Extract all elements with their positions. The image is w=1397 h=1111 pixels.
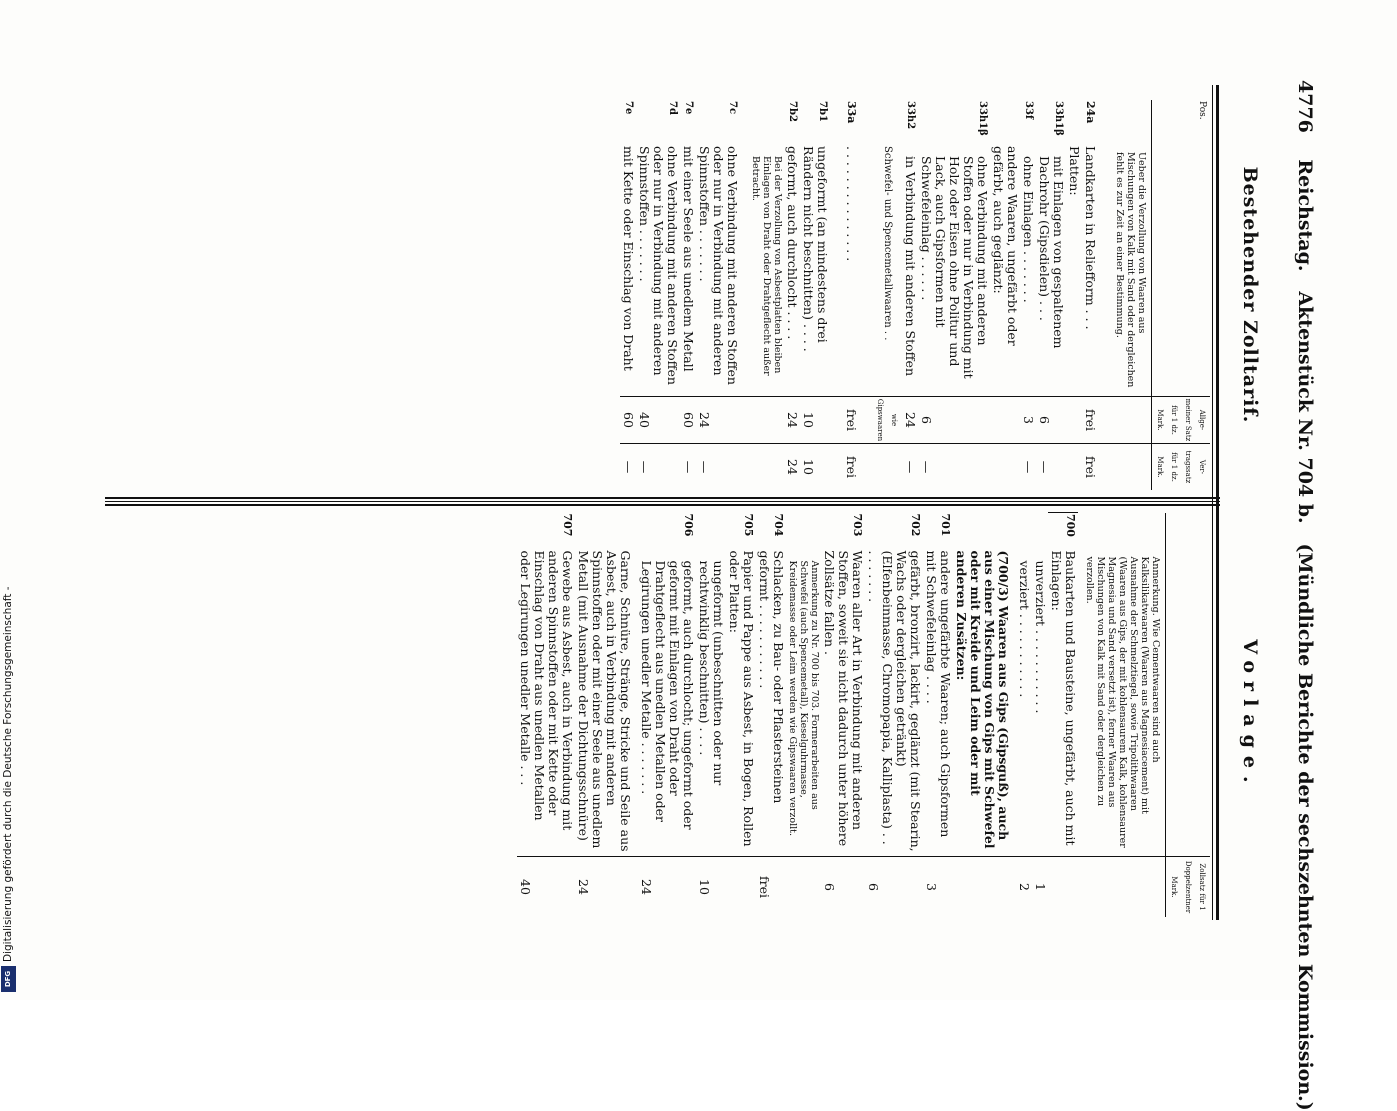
text-cell: gefärbt, bronzirt, lackirt, geglänzt (mit Stearin, Wachs oder dergleichen getränkt) (Elfenbeinmasse, Chromopapia, Kalliplasta) . . . . . . . . . (866, 550, 923, 852)
table-row (575, 513, 638, 918)
text-cell: (700/3) Waaren aus Gips (Gipsguß), auch aus einer Mischung von Gips mit Schwefel oder mit Kreide und Leim oder mit anderen Zusätzen: (954, 550, 1011, 849)
pos-cell: 33f (1023, 101, 1034, 120)
center-divider-thin (105, 501, 1220, 502)
general-cell: 6 (1036, 397, 1066, 444)
text-cell: Bei der Verzollung von Asbestplatten bleiben Einlagen von Draht oder Drahtgeflecht außer Betracht. (750, 156, 783, 376)
num-cell (696, 513, 726, 547)
right-tariff-table (517, 512, 1210, 917)
table-row (1066, 100, 1082, 490)
table-row (1020, 100, 1036, 490)
table-row (784, 100, 800, 490)
right-col-rate: Zollsatz für 1 Doppelzentner Mark. (1166, 857, 1211, 918)
num-cell (1016, 513, 1032, 547)
contract-cell: — (696, 444, 749, 491)
right-section-rotated (110, 512, 1210, 917)
page-layout (20, 0, 1397, 1111)
num-cell: 702 (909, 513, 922, 537)
page-number-label: 4776 (1294, 80, 1316, 133)
num-cell: 700 (1048, 513, 1078, 547)
rate-cell: 3 (923, 857, 953, 918)
pos-cell: 7c (727, 101, 738, 115)
pos-cell (1066, 100, 1082, 142)
contract-cell: — (636, 444, 680, 491)
general-cell: 24 (696, 397, 749, 444)
text-cell: Anmerkung zu Nr. 700 bis 703. Formerarbeiten aus Schwefel (auch Spencemetall), Kieselguhrmasse, Kreidemasse oder Leim werden wie Gipswaaren verzollt. (787, 560, 820, 837)
num-cell (786, 513, 821, 547)
num-cell (575, 513, 638, 547)
left-tariff-rows (620, 100, 1152, 490)
table-row (638, 513, 696, 918)
table-row (872, 100, 902, 490)
text-cell: mit Kette oder Einschlag von Draht (621, 146, 636, 371)
header-strip (1290, 80, 1320, 1111)
general-cell: 60 (680, 397, 696, 444)
general-cell: 10 (800, 397, 843, 444)
left-section-body (110, 100, 1210, 490)
pos-cell: 7b2 (787, 101, 798, 122)
text-cell: mit Einlagen von gespaltenem Dachrohr (Gipsdielen) . . . (1037, 156, 1066, 349)
table-row (918, 100, 990, 490)
contract-cell: — (1020, 444, 1036, 491)
table-row (517, 513, 575, 918)
general-cell: 6 (918, 397, 990, 444)
pos-cell: 7b1 (817, 101, 828, 122)
text-cell: andere ungefärbte Waaren; auch Gipsformen mit Schwefeleinlag . . . . (924, 550, 953, 838)
table-row (696, 100, 749, 490)
table-row (696, 513, 726, 918)
rate-cell: frei (756, 857, 786, 918)
rate-cell: 24 (575, 857, 638, 918)
pos-cell (990, 100, 1020, 142)
num-cell: 703 (851, 513, 864, 537)
general-cell: 3 (1020, 397, 1036, 444)
header-text (1290, 80, 1320, 1111)
table-row (800, 100, 843, 490)
contract-cell: frei (1082, 444, 1098, 491)
table-row (990, 100, 1020, 490)
text-cell: verziert . . . . . . . . . . . (1017, 560, 1032, 698)
text-cell: ohne Verbindung mit anderen Stoffen oder nur in Verbindung mit anderen Spinnstoffen . . . . . . . (637, 146, 680, 385)
text-cell: Landkarten in Reliefform . . . (1083, 146, 1098, 330)
text-cell: Platten: (1067, 146, 1082, 196)
text-cell: Schlacken, zu Bau- oder Pflastersteinen geformt . . . . . . . . . . . (757, 550, 786, 804)
pos-cell: 7e (683, 101, 694, 115)
pos-cell: 33h1β (1053, 101, 1064, 136)
text-cell: ungeformt (an mindestens drei Rändern nicht beschnitten) . . . . (801, 146, 830, 352)
right-tariff-rows (517, 513, 1166, 918)
text-cell: ohne Verbindung mit anderen Stoffen oder nur in Verbindung mit Holz oder Eisen ohne Politur und Lack, auch Gipsformen mit Schwefeleinlag . . . . . . (919, 156, 990, 379)
table-row (1036, 100, 1066, 490)
table-row (902, 100, 918, 490)
contract-cell: — (1036, 444, 1066, 491)
text-cell: geformt, auch durchlocht . . . . (785, 146, 800, 340)
table-row (1082, 100, 1098, 490)
text-cell: Waaren aller Art in Verbindung mit anderen Stoffen, soweit sie nicht dadurch unter höhere Zollsätze fallen . (822, 550, 865, 847)
contract-cell: — (918, 444, 990, 491)
num-cell: 705 (742, 513, 755, 537)
general-cell: frei (1082, 397, 1098, 444)
text-cell: ohne Verbindung mit anderen Stoffen oder nur in Verbindung mit anderen Spinnstoffen . . . . . . . (697, 146, 740, 385)
table-row (680, 100, 696, 490)
table-row (756, 513, 786, 918)
note-cell: Anmerkung. Wie Cementwaaren sind auch Kalksilikatwaaren (Waaren aus Magnesiacement) mit Ausnahme der Schmelztiegel, sowie Tripolithwaaren (Waaren aus Gips, der mit kohlensaurem Kalk, kohlensaurer Magnesia und Sand versetzt ist), ferner Waaren aus Mischungen von Kalk mit Sand oder dergleichen zu verzollen. (1084, 556, 1161, 848)
general-cell: 60 (620, 397, 636, 444)
general-cell: wie Gipswaaren (872, 397, 902, 444)
text-cell: Garne, Schnüre, Stränge, Stricke und Seile aus Asbest, auch in Verbindung mit anderen Spinnstoffen oder mit einer Seele aus unedlem Metall (mit Ausnahme der Dichtungsschnüre) (576, 550, 633, 852)
left-col-general: Allge-meiner Satz für 1 dz. Mark. (1152, 397, 1211, 444)
rate-cell: 2 (1016, 857, 1032, 918)
pos-cell: 7d (667, 101, 678, 115)
rate-cell: 40 (517, 857, 575, 918)
rate-cell: 1 (1032, 857, 1048, 918)
text-cell: mit einer Seele aus unedlem Metall (681, 146, 696, 372)
text-cell: andere Waaren, ungefärbt oder gefärbt, auch geglänzt: (991, 146, 1020, 346)
pos-cell (872, 100, 902, 142)
text-cell: ungeformt (unbeschnitten oder nur rechtwinklig beschnitten) . . . . (697, 560, 726, 786)
general-cell: 40 (636, 397, 680, 444)
general-cell: 24 (902, 397, 918, 444)
left-col-pos: Pos. (1152, 100, 1211, 142)
text-cell: ohne Einlagen . . . . . . . (1021, 156, 1036, 303)
text-cell: in Verbindung mit anderen Stoffen (903, 156, 918, 376)
digitization-text: Digitalisierung gefördert durch die Deutsche Forschungsgemeinschaft - (2, 586, 14, 962)
pos-cell: 7e (623, 101, 634, 115)
rate-cell (1048, 857, 1078, 918)
table-row (1098, 100, 1152, 490)
dfg-logo: DFG (1, 966, 16, 992)
intro-note-cell: Ueber die Verzollung von Waaren aus Mischungen von Kalk mit Sand oder dergleichen fehlt es zur Zeit an einer Bestimmung. (1114, 152, 1147, 388)
num-cell: 706 (682, 513, 695, 537)
publication-label: Reichstag. (1294, 159, 1316, 272)
text-cell: . . . . . . . . . . . . . . . (844, 146, 859, 262)
pos-cell: 33h1β (977, 101, 988, 136)
rate-cell: 10 (696, 857, 726, 918)
text-cell: Schwefel- und Spencemetallwaaren . . (882, 146, 893, 341)
right-col-num (1166, 513, 1211, 547)
table-row (1048, 513, 1078, 918)
pos-cell: 33a (845, 101, 858, 124)
left-col-contract: Ver-tragssatz für 1 dz. Mark. (1152, 444, 1211, 491)
table-row (1016, 513, 1032, 918)
table-row (726, 513, 756, 918)
left-tariff-table (620, 100, 1210, 490)
digitization-note (0, 0, 16, 1000)
contract-cell: — (620, 444, 636, 491)
general-cell: 24 (784, 397, 800, 444)
left-section-title-text: Bestehender Zolltarif. (1239, 166, 1261, 424)
left-section-rotated (110, 100, 1210, 490)
rate-cell: 6 (865, 857, 923, 918)
num-cell: 704 (772, 513, 785, 537)
contract-cell: frei (843, 444, 872, 491)
table-row (636, 100, 680, 490)
document-subtitle-label: (Mündliche Berichte der sechszehnten Kommission.) (1294, 543, 1316, 1111)
rate-cell (953, 857, 1016, 918)
rate-cell (786, 857, 821, 918)
contract-cell: — (902, 444, 918, 491)
general-cell: frei (843, 397, 872, 444)
rate-cell: 6 (821, 857, 865, 918)
table-row (786, 513, 821, 918)
num-cell (1032, 513, 1048, 547)
text-cell: unverziert . . . . . . . . . . . (1033, 560, 1048, 714)
contract-cell: — (680, 444, 696, 491)
contract-cell: 24 (784, 444, 800, 491)
right-border-rule (1216, 85, 1219, 920)
table-row (620, 100, 636, 490)
contract-cell: 10 (800, 444, 843, 491)
table-row (865, 513, 923, 918)
right-col-text (1166, 547, 1211, 857)
num-cell (953, 513, 1016, 547)
right-border-rule-thin (1212, 85, 1213, 920)
left-col-text (1152, 142, 1211, 397)
document-ref-label: Aktenstück Nr. 704 b. (1294, 291, 1316, 524)
num-cell: 701 (939, 513, 952, 537)
rate-cell (726, 857, 756, 918)
table-row (1032, 513, 1048, 918)
text-cell: geformt, auch durchlocht; ungeformt oder geformt mit Einlagen von Draht oder Drahtgeflecht aus unedlen Metallen oder Legirungen unedler Metalle . . . . . . . (639, 560, 696, 830)
rate-cell: 24 (638, 857, 696, 918)
table-row (923, 513, 953, 918)
text-cell: Papier und Pappe aus Asbest, in Bogen, Rollen oder Platten: (727, 550, 756, 847)
right-section-title-text: Vorlage. (1239, 639, 1261, 791)
table-row (1078, 513, 1166, 918)
left-section-title-block (1235, 100, 1265, 490)
table-row (821, 513, 865, 918)
table-row (953, 513, 1016, 918)
center-divider-2 (105, 504, 1220, 506)
text-cell: Gewebe aus Asbest, auch in Verbindung mit anderen Spinnstoffen oder mit Kette oder Einschlag von Draht aus unedlen Metallen oder Legirungen unedler Metalle . . . (518, 550, 575, 831)
table-row (843, 100, 872, 490)
num-cell: 707 (561, 513, 574, 537)
table-row (749, 100, 784, 490)
pos-cell: 24a (1084, 101, 1097, 124)
right-section-body (110, 512, 1210, 917)
text-cell: Baukarten und Bausteine, ungefärbt, auch mit Einlagen: (1049, 550, 1078, 846)
right-section-title-block (1235, 515, 1265, 915)
pos-cell: 33h2 (905, 101, 916, 130)
center-divider (105, 497, 1220, 499)
